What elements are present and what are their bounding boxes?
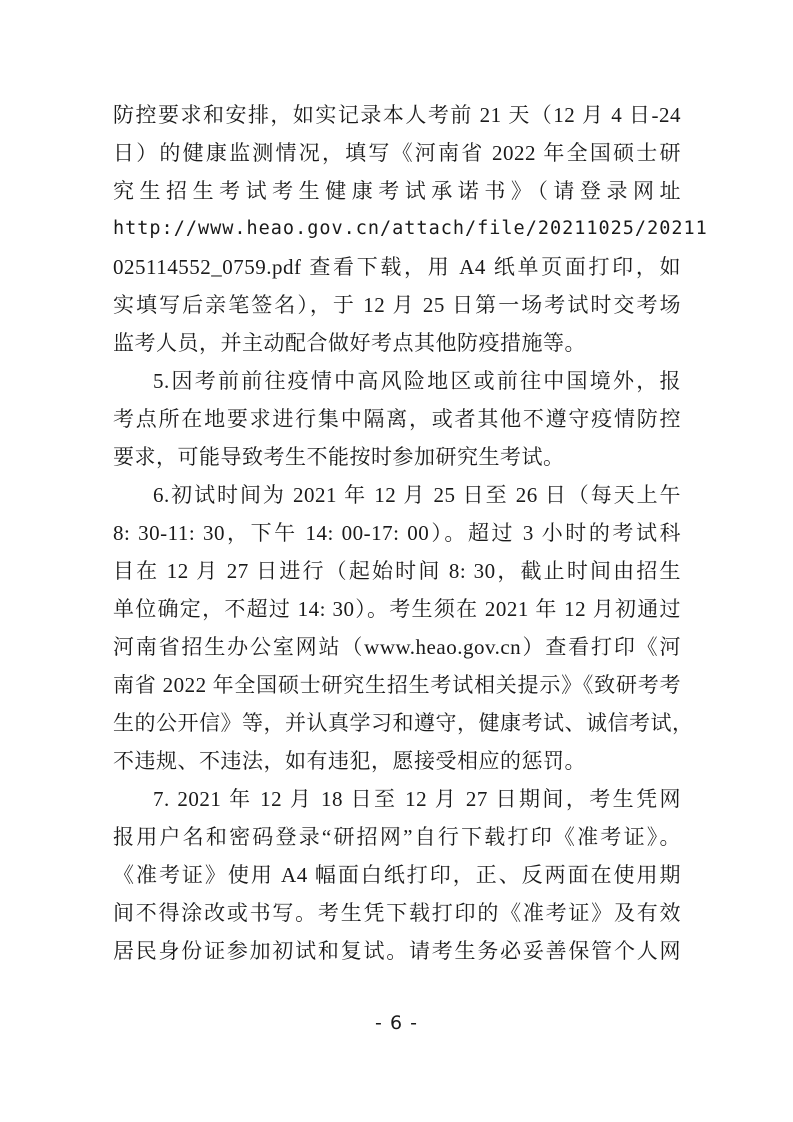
text-line: 河南省招生办公室网站（www.heao.gov.cn）查看打印《河: [113, 635, 681, 659]
text-line-url: http://www.heao.gov.cn/attach/file/20211025/20211: [113, 218, 708, 239]
text-line: 目在 12 月 27 日进行（起始时间 8: 30，截止时间由招生: [113, 559, 681, 583]
text-line: 单位确定，不超过 14: 30）。考生须在 2021 年 12 月初通过: [113, 597, 681, 621]
text-line: 间不得涂改或书写。考生凭下载打印的《准考证》及有效: [113, 901, 681, 925]
text-line: 防控要求和安排，如实记录本人考前 21 天（12 月 4 日-24: [113, 103, 681, 127]
text-line: 实填写后亲笔签名），于 12 月 25 日第一场考试时交考场: [113, 293, 681, 317]
text-line: 监考人员，并主动配合做好考点其他防疫措施等。: [113, 331, 586, 355]
text-line: 《准考证》使用 A4 幅面白纸打印，正、反两面在使用期: [113, 863, 681, 887]
text-line: 8: 30-11: 30，下午 14: 00-17: 00）。超过 3 小时的考试科: [113, 521, 681, 545]
text-line: 025114552_0759.pdf 查看下载，用 A4 纸单页面打印，如: [113, 255, 681, 279]
text-line: 报用户名和密码登录“研招网”自行下载打印《准考证》。: [113, 825, 681, 849]
text-line-item-7: 7. 2021 年 12 月 18 日至 12 月 27 日期间，考生凭网: [153, 787, 681, 811]
text-line-item-6: 6.初试时间为 2021 年 12 月 25 日至 26 日（每天上午: [153, 483, 681, 507]
body-text: [113, 96, 708, 970]
text-line: 考点所在地要求进行集中隔离，或者其他不遵守疫情防控: [113, 407, 681, 431]
text-line: 要求，可能导致考生不能按时参加研究生考试。: [113, 445, 565, 469]
text-line: 不违规、不违法，如有违犯，愿接受相应的惩罚。: [113, 749, 586, 773]
text-line: 南省 2022 年全国硕士研究生招生考试相关提示》《致研考考: [113, 673, 681, 697]
text-line: 究生招生考试考生健康考试承诺书》（请登录网址: [113, 179, 681, 203]
text-line: 居民身份证参加初试和复试。请考生务必妥善保管个人网: [113, 939, 681, 963]
text-line: 生的公开信》等，并认真学习和遵守，健康考试、诚信考试，: [113, 711, 694, 735]
page-number: - 6 -: [375, 1012, 418, 1034]
text-line-item-5: 5.因考前前往疫情中高风险地区或前往中国境外，报: [153, 369, 681, 393]
text-line: 日）的健康监测情况，填写《河南省 2022 年全国硕士研: [113, 141, 681, 165]
